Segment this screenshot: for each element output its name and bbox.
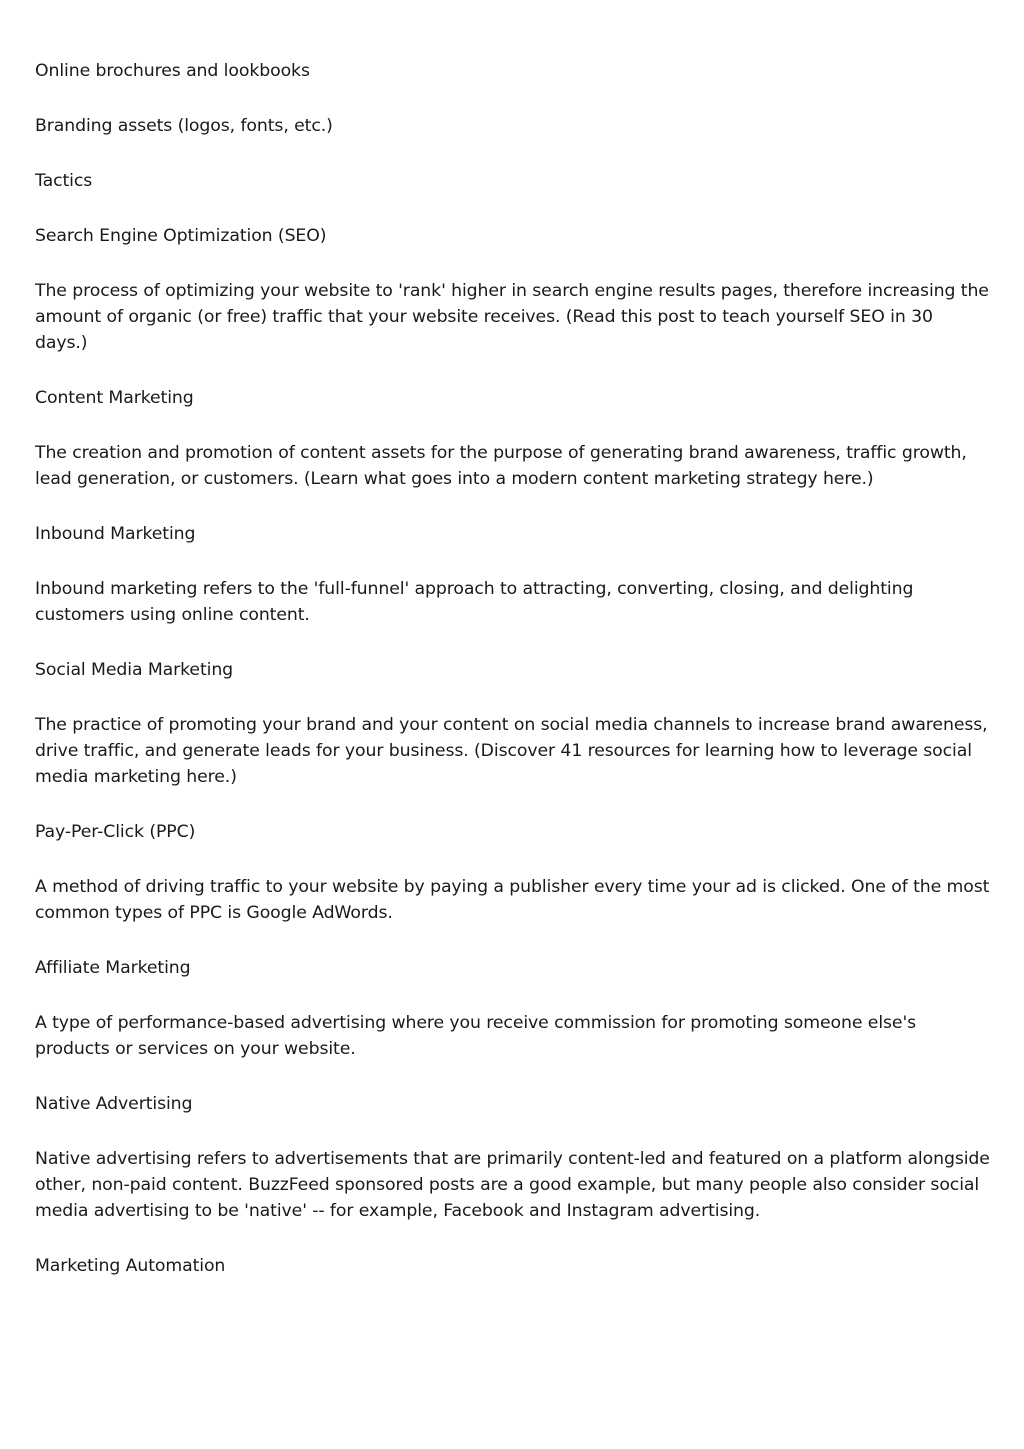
- paragraph-content-marketing: The creation and promotion of content assets for the purpose of generating brand awareness, traffic growth, lead generation, or customers. (Learn what goes into a modern content marketing strategy here.): [35, 443, 967, 489]
- paragraph-affiliate-marketing: A type of performance-based advertising where you receive commission for promoting someone else's products or services on your website.: [35, 1013, 917, 1059]
- section-heading-tactics: Tactics: [35, 171, 93, 191]
- heading-ppc: Pay-Per-Click (PPC): [35, 822, 196, 842]
- paragraph-social-media-marketing: The practice of promoting your brand and your content on social media channels to increase brand awareness, drive traffic, and generate leads for your business. (Discover 41 resources for learning how to leverage social media marketing here.): [35, 715, 988, 787]
- heading-affiliate-marketing: Affiliate Marketing: [35, 958, 191, 978]
- heading-inbound-marketing: Inbound Marketing: [35, 524, 196, 544]
- heading-seo: Search Engine Optimization (SEO): [35, 226, 327, 246]
- heading-native-advertising: Native Advertising: [35, 1094, 193, 1114]
- list-item-branding-assets: Branding assets (logos, fonts, etc.): [35, 116, 333, 136]
- paragraph-inbound-marketing: Inbound marketing refers to the 'full-funnel' approach to attracting, converting, closing, and delighting customers using online content.: [35, 579, 914, 625]
- heading-content-marketing: Content Marketing: [35, 388, 194, 408]
- heading-social-media-marketing: Social Media Marketing: [35, 660, 234, 680]
- document-body: [35, 58, 990, 1308]
- heading-marketing-automation: Marketing Automation: [35, 1256, 226, 1276]
- paragraph-native-advertising: Native advertising refers to advertisements that are primarily content-led and featured on a platform alongside other, non-paid content. BuzzFeed sponsored posts are a good example, but many people also consider social media advertising to be 'native' -- for example, Facebook and Instagram advertising.: [35, 1149, 990, 1221]
- list-item-online-brochures: Online brochures and lookbooks: [35, 61, 310, 81]
- paragraph-ppc: A method of driving traffic to your website by paying a publisher every time your ad is clicked. One of the most common types of PPC is Google AdWords.: [35, 877, 990, 923]
- paragraph-seo: The process of optimizing your website to 'rank' higher in search engine results pages, therefore increasing the amount of organic (or free) traffic that your website receives. (Read this post to teach yourself SEO in 30 days.): [35, 281, 989, 353]
